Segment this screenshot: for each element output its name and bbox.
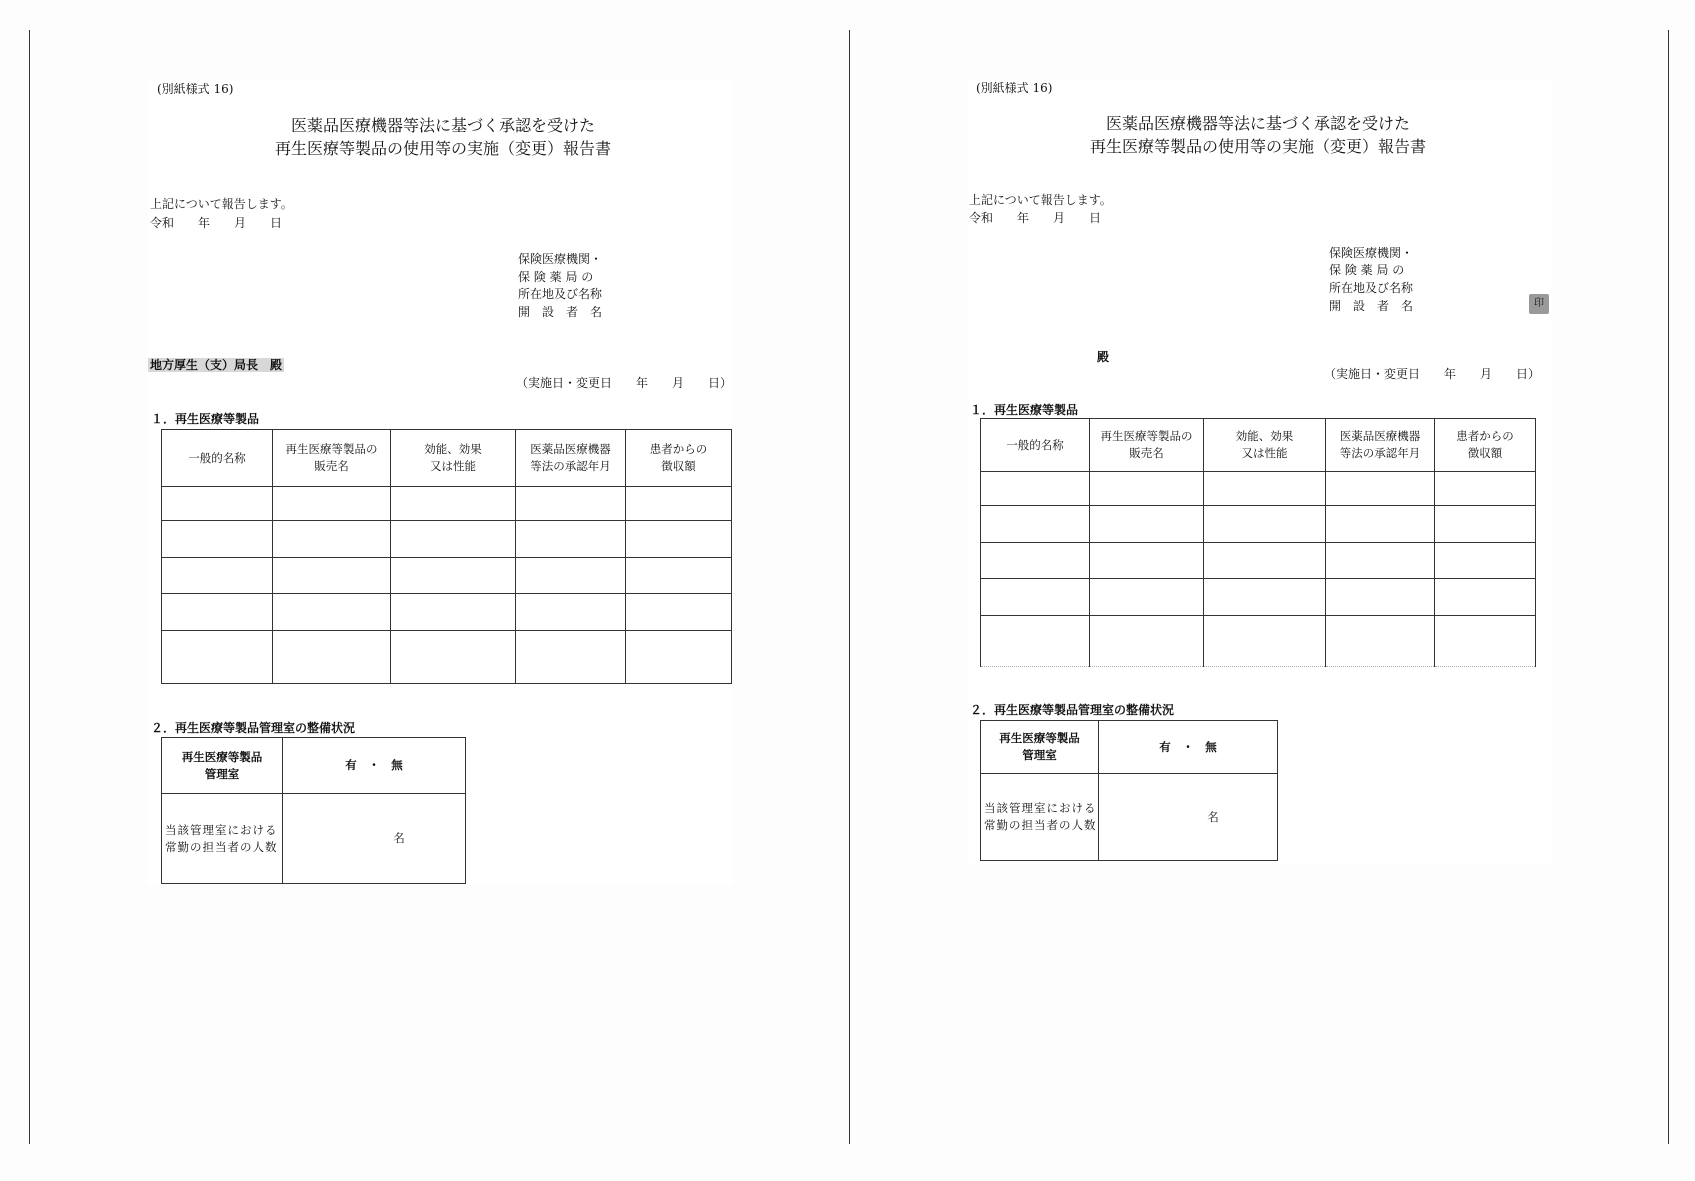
table-cell[interactable] [1204,543,1326,579]
table-cell[interactable] [1435,543,1536,579]
table-row [162,594,732,631]
section1-heading: １．再生医療等製品 [151,412,260,426]
form-number: (別紙様式 16) [157,82,234,96]
table-cell[interactable] [516,594,626,631]
table-cell[interactable] [162,594,273,631]
table-cell[interactable] [1326,616,1435,667]
products-table [161,429,732,684]
address-label-1: 保険医療機関・ [1329,246,1414,260]
table-cell[interactable] [1090,506,1204,543]
table-cell[interactable] [391,558,516,594]
table-row [981,472,1536,506]
date-line: 令和 年 月 日 [969,211,1102,225]
document-title-line2: 再生医療等製品の使用等の実施（変更）報告書 [1089,137,1426,156]
addressee: 地方厚生（支）局長 殿 [150,358,283,372]
staff-count-value[interactable]: 名 [1099,774,1278,861]
management-room-table [980,720,1278,861]
table-cell[interactable] [273,521,391,558]
table-row [162,558,732,594]
addressee: 殿 [1097,350,1110,364]
section2-heading: ２．再生医療等製品管理室の整備状況 [970,703,1175,717]
table-cell[interactable] [1090,616,1204,667]
table-cell[interactable] [1204,506,1326,543]
table-cell[interactable] [981,472,1090,506]
table-cell[interactable] [981,616,1090,667]
table-cell[interactable] [1435,616,1536,667]
implementation-date: （実施日・変更日 年 月 日） [1323,367,1540,381]
table-cell[interactable] [1204,472,1326,506]
header-generic-name: 一般的名称 [162,430,273,487]
section2-heading: ２．再生医療等製品管理室の整備状況 [151,721,356,735]
table-cell[interactable] [1204,579,1326,616]
table-cell[interactable] [1435,579,1536,616]
table-row [981,579,1536,616]
address-label-1: 保険医療機関・ [518,252,603,266]
page-divider-middle [849,30,850,1144]
header-product-name: 再生医療等製品の 販売名 [1090,419,1204,472]
room-label: 再生医療等製品 管理室 [981,721,1099,774]
table-cell[interactable] [626,521,732,558]
header-product-name: 再生医療等製品の 販売名 [273,430,391,487]
management-room-table [161,737,466,884]
table-cell[interactable] [1435,472,1536,506]
page-divider-right [1668,30,1669,1144]
document-title-line1: 医薬品医療機器等法に基づく承認を受けた [1105,114,1410,133]
implementation-date: （実施日・変更日 年 月 日） [515,376,732,390]
table-cell[interactable] [1204,616,1326,667]
table-cell[interactable] [981,543,1090,579]
table-cell[interactable] [626,558,732,594]
table-cell[interactable] [162,487,273,521]
header-patient-fee: 患者からの 徴収額 [1435,419,1536,472]
document-title-line2: 再生医療等製品の使用等の実施（変更）報告書 [274,139,611,158]
header-patient-fee: 患者からの 徴収額 [626,430,732,487]
table-row [981,616,1536,667]
table-cell[interactable] [273,594,391,631]
table-row [162,521,732,558]
table-row [981,543,1536,579]
header-efficacy: 効能、効果 又は性能 [391,430,516,487]
table-cell[interactable] [516,487,626,521]
table-cell[interactable] [391,521,516,558]
form-number: (別紙様式 16) [976,81,1053,95]
products-table [980,418,1536,667]
header-approval-date: 医薬品医療機器 等法の承認年月 [516,430,626,487]
address-label-3: 所在地及び名称 [518,287,603,301]
table-row [162,487,732,521]
table-cell[interactable] [273,558,391,594]
table-cell[interactable] [391,487,516,521]
table-cell[interactable] [162,631,273,684]
table-cell[interactable] [626,487,732,521]
address-label-4: 開 設 者 名 [1329,299,1414,313]
table-cell[interactable] [391,594,516,631]
report-statement: 上記について報告します。 [150,197,293,211]
address-label-3: 所在地及び名称 [1329,281,1414,295]
address-label-2: 保 険 薬 局 の [518,270,594,284]
table-cell[interactable] [981,579,1090,616]
table-cell[interactable] [981,506,1090,543]
staff-count-label: 当該管理室における常勤の担当者の人数 [162,794,283,884]
table-cell[interactable] [516,631,626,684]
room-availability[interactable]: 有 ・ 無 [1099,721,1278,774]
table-cell[interactable] [1090,472,1204,506]
table-cell[interactable] [516,521,626,558]
seal-icon: 印 [1529,294,1549,314]
table-cell[interactable] [1326,543,1435,579]
table-cell[interactable] [1326,579,1435,616]
address-label-4: 開 設 者 名 [518,305,603,319]
table-cell[interactable] [162,521,273,558]
address-label-2: 保 険 薬 局 の [1329,263,1405,277]
date-line: 令和 年 月 日 [150,216,283,230]
table-cell[interactable] [1090,543,1204,579]
table-cell[interactable] [1435,506,1536,543]
table-cell[interactable] [162,558,273,594]
table-row [981,506,1536,543]
table-cell[interactable] [1326,472,1435,506]
room-label: 再生医療等製品 管理室 [162,738,283,794]
header-efficacy: 効能、効果 又は性能 [1204,419,1326,472]
table-cell[interactable] [626,594,732,631]
report-statement: 上記について報告します。 [969,193,1112,207]
header-generic-name: 一般的名称 [981,419,1090,472]
document-title-line1: 医薬品医療機器等法に基づく承認を受けた [290,116,595,135]
table-cell[interactable] [1090,579,1204,616]
staff-count-value[interactable]: 名 [283,794,466,884]
section1-heading: １．再生医療等製品 [970,403,1079,417]
table-cell[interactable] [626,631,732,684]
page-divider-left [29,30,30,1144]
staff-count-label: 当該管理室における常勤の担当者の人数 [981,774,1099,861]
room-availability[interactable]: 有 ・ 無 [283,738,466,794]
header-approval-date: 医薬品医療機器 等法の承認年月 [1326,419,1435,472]
table-cell[interactable] [1326,506,1435,543]
table-cell[interactable] [273,487,391,521]
table-cell[interactable] [391,631,516,684]
table-cell[interactable] [516,558,626,594]
table-row [162,631,732,684]
table-cell[interactable] [273,631,391,684]
